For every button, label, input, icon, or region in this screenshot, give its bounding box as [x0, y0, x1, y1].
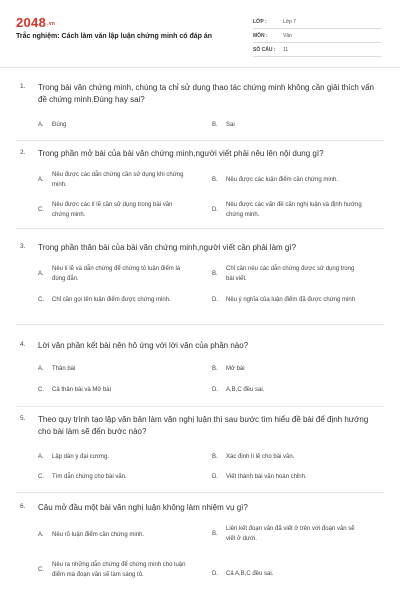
option-b[interactable]	[212, 264, 364, 284]
option-letter: B.	[212, 122, 218, 128]
meta-value: Văn	[283, 32, 292, 39]
option-b[interactable]	[212, 175, 364, 185]
option-b[interactable]	[212, 364, 364, 374]
document-title: Trắc nghiệm: Cách làm văn lập luận chứng minh có đáp án	[16, 33, 213, 40]
question-divider	[16, 406, 384, 407]
option-c[interactable]	[38, 560, 190, 580]
option-text: Cả thân bài và Mở bài	[52, 387, 111, 393]
question-divider	[16, 324, 384, 325]
option-a[interactable]	[38, 452, 190, 462]
option-letter: A.	[38, 122, 44, 128]
question-divider	[16, 140, 384, 141]
option-a[interactable]	[38, 170, 190, 190]
option-letter: A.	[38, 366, 44, 372]
option-text: Đúng	[52, 122, 67, 128]
option-letter: B.	[212, 366, 218, 372]
option-c[interactable]	[38, 200, 190, 220]
meta-label: SỐ CÂU :	[253, 46, 276, 53]
option-letter: B.	[212, 271, 218, 277]
meta-row-class	[253, 15, 381, 29]
option-letter: B.	[212, 531, 218, 537]
option-text: Viết thành bài văn hoàn chỉnh.	[226, 474, 307, 480]
option-text: Nêu được các lí lẽ cần sử dụng trong bài văn chứng minh.	[52, 202, 173, 218]
option-letter: C.	[38, 207, 44, 213]
header	[0, 0, 400, 60]
option-text: Nêu rõ luận điểm cần chứng minh.	[52, 532, 145, 538]
option-text: Sai	[226, 122, 235, 128]
question-text: Câu mở đầu một bài văn nghị luận không làm nhiệm vụ gì?	[38, 503, 248, 512]
option-letter: A.	[38, 177, 44, 183]
option-letter: A.	[38, 271, 44, 277]
option-b[interactable]	[212, 452, 364, 462]
option-letter: C.	[38, 387, 44, 393]
question-divider	[16, 228, 384, 229]
option-c[interactable]	[38, 385, 190, 395]
question-number: 3.	[20, 243, 26, 250]
option-letter: D.	[212, 474, 218, 480]
option-letter: C.	[38, 297, 44, 303]
logo-tld: .vn	[47, 20, 56, 27]
option-c[interactable]	[38, 295, 190, 305]
option-text: Thân bài	[52, 366, 76, 372]
question-text: Trong phần mở bài của bài văn chứng minh,người viết phải nêu lên nội dung gì?	[38, 149, 324, 158]
option-letter: C.	[38, 474, 44, 480]
option-d[interactable]	[212, 295, 364, 305]
option-text: A,B,C đều sai.	[226, 387, 265, 393]
option-text: Nêu được các dẫn chứng cần sử dụng khi chứng minh.	[52, 172, 184, 188]
option-b[interactable]	[212, 524, 364, 544]
option-letter: A.	[38, 532, 44, 538]
option-d[interactable]	[212, 200, 364, 220]
question-text: Lời văn phần kết bài nên hô ứng với lời văn của phần nào?	[38, 341, 249, 350]
header-divider	[0, 67, 400, 68]
question-number: 4.	[20, 341, 26, 348]
option-a[interactable]	[38, 264, 190, 284]
option-a[interactable]	[38, 120, 190, 130]
option-letter: A.	[38, 454, 44, 460]
option-letter: B.	[212, 177, 218, 183]
question-number: 2.	[20, 149, 26, 156]
option-text: Nêu được các luận điểm cần chứng minh.	[226, 177, 339, 183]
option-letter: D.	[212, 297, 218, 303]
meta-label: LỚP :	[253, 18, 267, 25]
option-a[interactable]	[38, 364, 190, 374]
option-letter: C.	[38, 567, 44, 573]
option-text: Chỉ cần nêu các dẫn chứng được sử dụng trong bài viết.	[226, 266, 355, 282]
option-letter: D.	[212, 387, 218, 393]
option-letter: D.	[212, 571, 218, 577]
option-letter: B.	[212, 454, 218, 460]
option-b[interactable]	[212, 120, 364, 130]
option-text: Liên kết đoạn văn đã viết ở trên với đoạn văn sẽ viết ở dưới.	[226, 526, 355, 542]
meta-table	[253, 15, 381, 57]
question-number: 6.	[20, 503, 26, 510]
option-text: Nêu ra những dẫn chứng để chứng minh cho luận điểm mà đoạn văn sẽ làm sáng tỏ.	[52, 562, 186, 578]
option-d[interactable]	[212, 472, 364, 482]
option-d[interactable]	[212, 569, 364, 579]
meta-row-count	[253, 43, 381, 57]
meta-value: Lớp 7	[283, 18, 297, 25]
option-a[interactable]	[38, 530, 190, 540]
logo-text: 2048	[16, 15, 47, 30]
site-logo[interactable]	[16, 15, 55, 30]
option-text: Chỉ cần gọi tên luận điểm được chứng minh.	[52, 297, 171, 303]
question-number: 1.	[20, 83, 26, 90]
question-text: Trong phần thân bài của bài văn chứng minh,người viết cần phải làm gì?	[38, 243, 297, 252]
option-c[interactable]	[38, 472, 190, 482]
option-text: Cả A,B,C đều sai.	[226, 571, 274, 577]
question-text: Theo quy trình tạo lập văn bản làm văn nghị luận thì sau bước tìm hiểu đề bài để định hướng cho bài làm sẽ đến bước nào?	[38, 415, 369, 436]
option-text: Nêu lí lẽ và dẫn chứng để chứng tỏ luận điểm là đúng đắn.	[52, 266, 181, 282]
option-text: Xác định lí lẽ cho bài văn.	[226, 454, 295, 460]
question-text: Trong bài văn chứng minh, chúng ta chỉ sử dụng thao tác chứng minh không cần giải thích vấn đề chứng minh.Đúng hay sai?	[38, 83, 374, 104]
question-divider	[16, 492, 384, 493]
meta-row-subject	[253, 29, 381, 43]
question-number: 5.	[20, 415, 26, 422]
option-text: Lập dàn ý đại cương.	[52, 454, 109, 460]
option-text: Mở bài	[226, 366, 245, 372]
option-text: Nêu ý nghĩa của luận điểm đã được chứng minh	[226, 297, 356, 303]
option-letter: D.	[212, 207, 218, 213]
option-text: Tìm dẫn chứng cho bài văn.	[52, 474, 127, 480]
option-d[interactable]	[212, 385, 364, 395]
meta-label: MÔN :	[253, 32, 268, 39]
meta-value: 11	[283, 46, 289, 53]
option-text: Nêu được các vấn đề cần nghị luận và định hướng chứng minh.	[226, 202, 362, 218]
